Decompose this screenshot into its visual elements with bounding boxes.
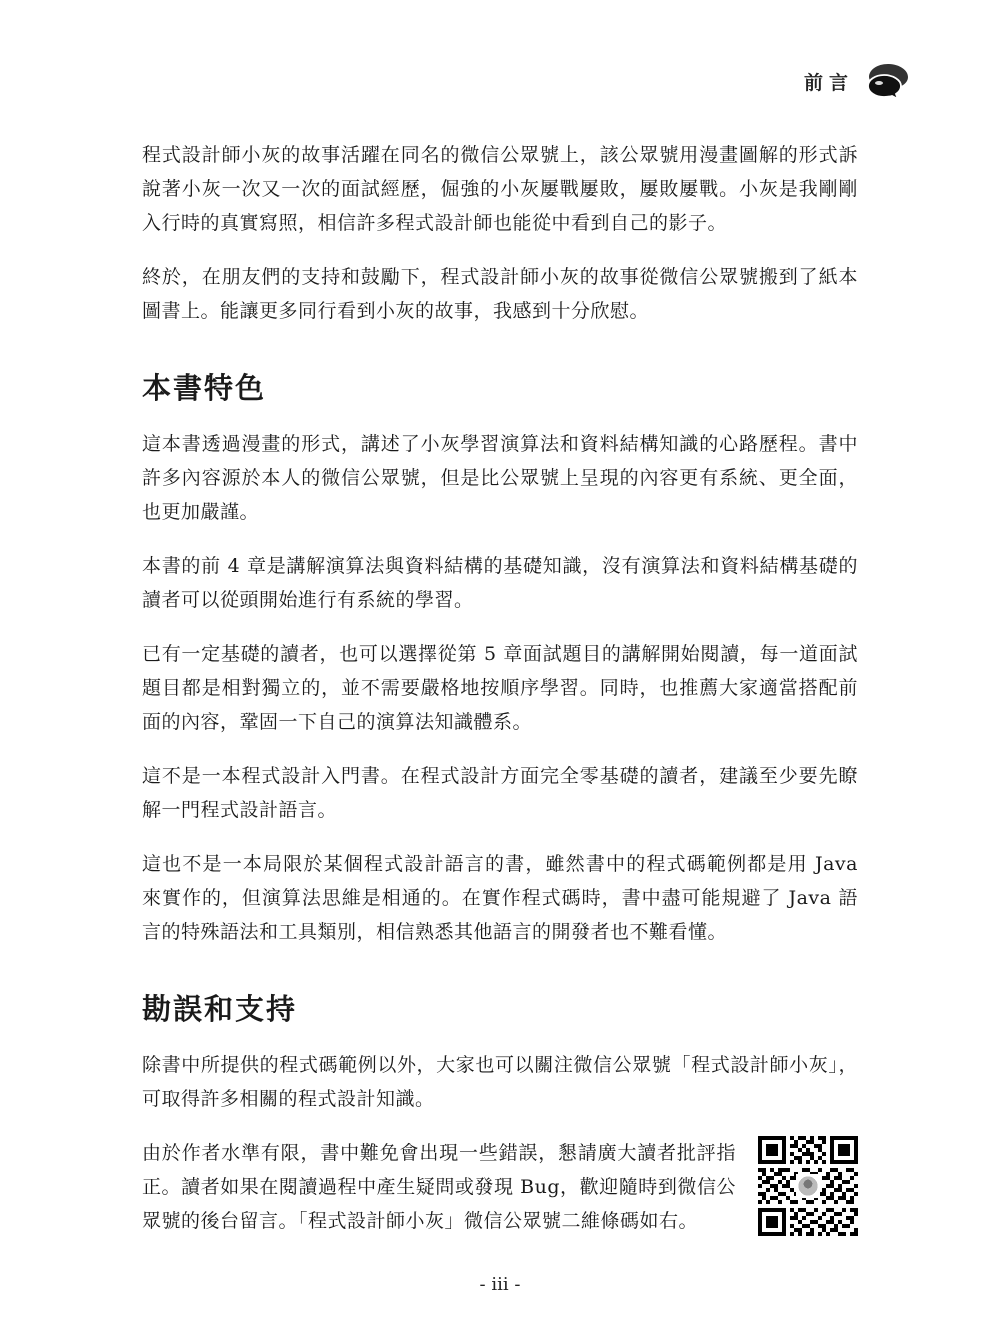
- page-header: [804, 62, 912, 100]
- features-heading: 本書特色: [142, 371, 267, 405]
- errata-paragraph-2: 由於作者水準有限，書中難免會出現一些錯誤，懇請廣大讀者批評指正。讀者如果在閱讀過程中產生疑問或發現 Bug，歡迎隨時到微信公眾號的後台留言。「程式設計師小灰」微信公眾號二維條碼如右。: [142, 1142, 736, 1232]
- features-paragraph-2: 本書的前 4 章是講解演算法與資料結構的基礎知識，沒有演算法和資料結構基礎的讀者可以從頭開始進行有系統的學習。: [142, 555, 858, 611]
- features-paragraph-1: 這本書透過漫畫的形式，講述了小灰學習演算法和資料結構知識的心路歷程。書中許多內容源於本人的微信公眾號，但是比公眾號上呈現的內容更有系統、更全面，也更加嚴謹。: [142, 433, 858, 523]
- intro-paragraph-2: 終於，在朋友們的支持和鼓勵下，程式設計師小灰的故事從微信公眾號搬到了紙本圖書上。能讓更多同行看到小灰的故事，我感到十分欣慰。: [142, 266, 858, 322]
- features-paragraph-5: 這也不是一本局限於某個程式設計語言的書，雖然書中的程式碼範例都是用 Java 來實作的，但演算法思維是相通的。在實作程式碼時，書中盡可能規避了 Java 語言的特殊語法和工具類別，相信熟悉其他語言的開發者也不難看懂。: [142, 853, 858, 943]
- page-number: - iii -: [479, 1274, 521, 1295]
- errata-heading: 勘誤和支持: [142, 992, 298, 1026]
- header-title: 前言: [803, 71, 854, 94]
- errata-qr-block: [142, 1136, 858, 1238]
- errata-paragraph-1: 除書中所提供的程式碼範例以外，大家也可以關注微信公眾號「程式設計師小灰」，可取得許多相關的程式設計知識。: [142, 1054, 858, 1110]
- speech-bubbles-icon: [868, 62, 912, 100]
- page-content: [142, 138, 858, 1238]
- features-paragraph-4: 這不是一本程式設計入門書。在程式設計方面完全零基礎的讀者，建議至少要先瞭解一門程式設計語言。: [142, 765, 858, 821]
- qr-code-icon: [758, 1136, 858, 1236]
- intro-paragraph-1: 程式設計師小灰的故事活躍在同名的微信公眾號上，該公眾號用漫畫圖解的形式訴說著小灰一次又一次的面試經歷，倔強的小灰屢戰屢敗，屢敗屢戰。小灰是我剛剛入行時的真實寫照，相信許多程式設計師也能從中看到自己的影子。: [142, 144, 858, 234]
- features-paragraph-3: 已有一定基礎的讀者，也可以選擇從第 5 章面試題目的講解開始閱讀，每一道面試題目都是相對獨立的，並不需要嚴格地按順序學習。同時，也推薦大家適當搭配前面的內容，鞏固一下自己的演算法知識體系。: [142, 643, 858, 733]
